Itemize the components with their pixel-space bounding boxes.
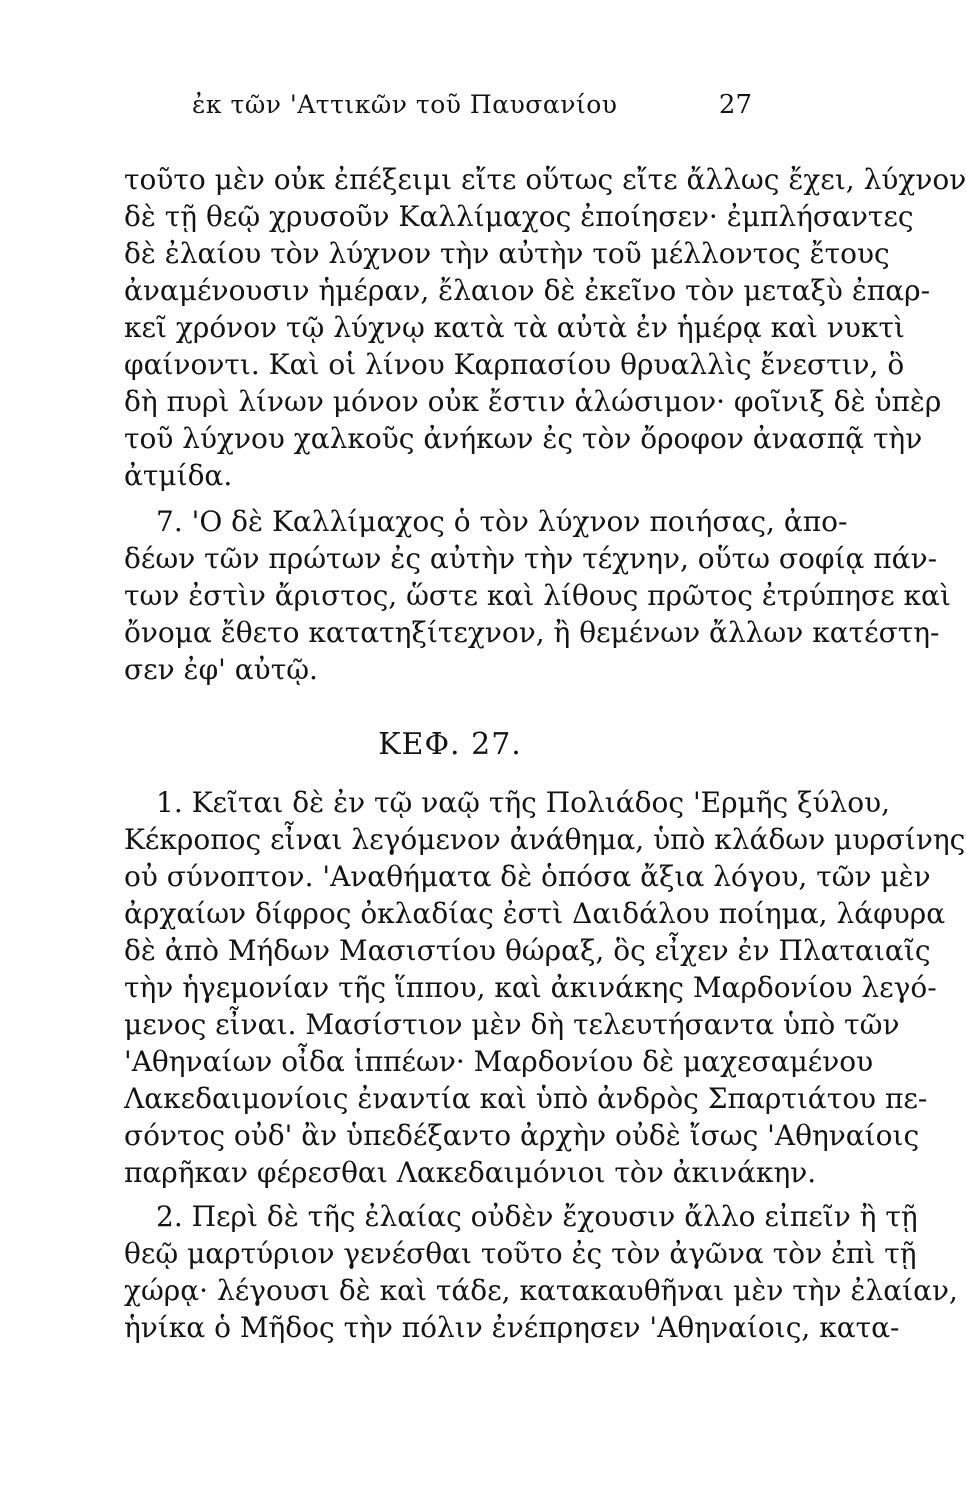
text-line: φαίνοντι. Καὶ οἱ λίνου Καρπασίου θρυαλλὶς ἔνεστιν, ὃ xyxy=(124,348,905,381)
text-line: δὲ τῇ θεῷ χρυσοῦν Καλλίμαχος ἐποίησεν· ἐμπλήσαντες xyxy=(124,200,914,233)
text-line: ἀναμένουσιν ἡμέραν, ἔλαιον δὲ ἐκεῖνο τὸν μεταξὺ ἐπαρ- xyxy=(124,274,931,307)
paragraph-first-line: 2. Περὶ δὲ τῆς ἐλαίας οὐδὲν ἔχουσιν ἄλλο εἰπεῖν ἢ τῇ xyxy=(156,1200,918,1233)
text-line: ἀτμίδα. xyxy=(124,459,233,492)
page-number: 27 xyxy=(718,90,752,120)
text-line: δέων τῶν πρώτων ἐς αὐτὴν τὴν τέχνην, οὕτω σοφίᾳ πάν- xyxy=(124,542,938,575)
paragraph-first-line: 1. Κεῖται δὲ ἐν τῷ ναῷ τῆς Πολιάδος 'Ερμῆς ξύλου, xyxy=(156,786,891,819)
text-line: οὐ σύνοπτον. 'Αναθήματα δὲ ὁπόσα ἄξια λόγου, τῶν μὲν xyxy=(124,860,931,893)
running-head: ἐκ τῶν 'Αττικῶν τοῦ Παυσανίου xyxy=(192,90,618,119)
text-line: ἡνίκα ὁ Μῆδος τὴν πόλιν ἐνέπρησεν 'Αθηναίοις, κατα- xyxy=(124,1311,900,1344)
text-line: σεν ἐφ' αὐτῷ. xyxy=(124,653,318,686)
text-line: παρῆκαν φέρεσθαι Λακεδαιμόνιοι τὸν ἀκινάκην. xyxy=(124,1156,817,1189)
chapter-heading: ΚΕΦ. 27. xyxy=(378,727,522,762)
text-line: ἀρχαίων δίφρος ὀκλαδίας ἐστὶ Δαιδάλου ποίημα, λάφυρα xyxy=(124,897,946,930)
text-line: δὲ ἐλαίου τὸν λύχνον τὴν αὐτὴν τοῦ μέλλοντος ἔτους xyxy=(124,237,890,270)
text-line: Κέκροπος εἶναι λεγόμενον ἀνάθημα, ὑπὸ κλάδων μυρσίνης xyxy=(124,823,966,856)
text-line: 'Αθηναίων οἶδα ἱππέων· Μαρδονίου δὲ μαχεσαμένου xyxy=(124,1045,874,1078)
text-line: των ἐστὶν ἄριστος, ὥστε καὶ λίθους πρῶτος ἐτρύπησε καὶ xyxy=(124,579,951,612)
paragraph-first-line: 7. 'Ο δὲ Καλλίμαχος ὁ τὸν λύχνον ποιήσας, ἀπο- xyxy=(156,505,848,538)
text-line: δὴ πυρὶ λίνων μόνον οὐκ ἔστιν ἁλώσιμον· φοῖνιξ δὲ ὑπὲρ xyxy=(124,385,942,418)
text-line: κεῖ χρόνον τῷ λύχνῳ κατὰ τὰ αὐτὰ ἐν ἡμέρᾳ καὶ νυκτὶ xyxy=(124,311,905,344)
text-line: τοῦ λύχνου χαλκοῦς ἀνήκων ἐς τὸν ὄροφον ἀνασπᾷ τὴν xyxy=(124,422,923,455)
text-line: δὲ ἀπὸ Μήδων Μασιστίου θώραξ, ὃς εἶχεν ἐν Πλαταιαῖς xyxy=(124,934,931,967)
text-line: τοῦτο μὲν οὐκ ἐπέξειμι εἴτε οὕτως εἴτε ἄλλως ἔχει, λύχνον xyxy=(124,163,966,196)
text-line: σόντος οὐδ' ἂν ὑπεδέξαντο ἀρχὴν οὐδὲ ἴσως 'Αθηναίοις xyxy=(124,1119,920,1152)
text-line: Λακεδαιμονίοις ἐναντία καὶ ὑπὸ ἀνδρὸς Σπαρτιάτου πε- xyxy=(124,1082,928,1115)
text-line: μενος εἶναι. Μασίστιον μὲν δὴ τελευτήσαντα ὑπὸ τῶν xyxy=(124,1008,900,1041)
text-line: χώρᾳ· λέγουσι δὲ καὶ τάδε, κατακαυθῆναι μὲν τὴν ἐλαίαν, xyxy=(124,1274,958,1307)
text-line: ὄνομα ἔθετο κατατηξίτεχνον, ἢ θεμένων ἄλλων κατέστη- xyxy=(124,616,940,649)
text-line: τὴν ἡγεμονίαν τῆς ἵππου, καὶ ἀκινάκης Μαρδονίου λεγό- xyxy=(124,971,937,1004)
text-line: θεῷ μαρτύριον γενέσθαι τοῦτο ἐς τὸν ἀγῶνα τὸν ἐπὶ τῇ xyxy=(124,1237,917,1270)
